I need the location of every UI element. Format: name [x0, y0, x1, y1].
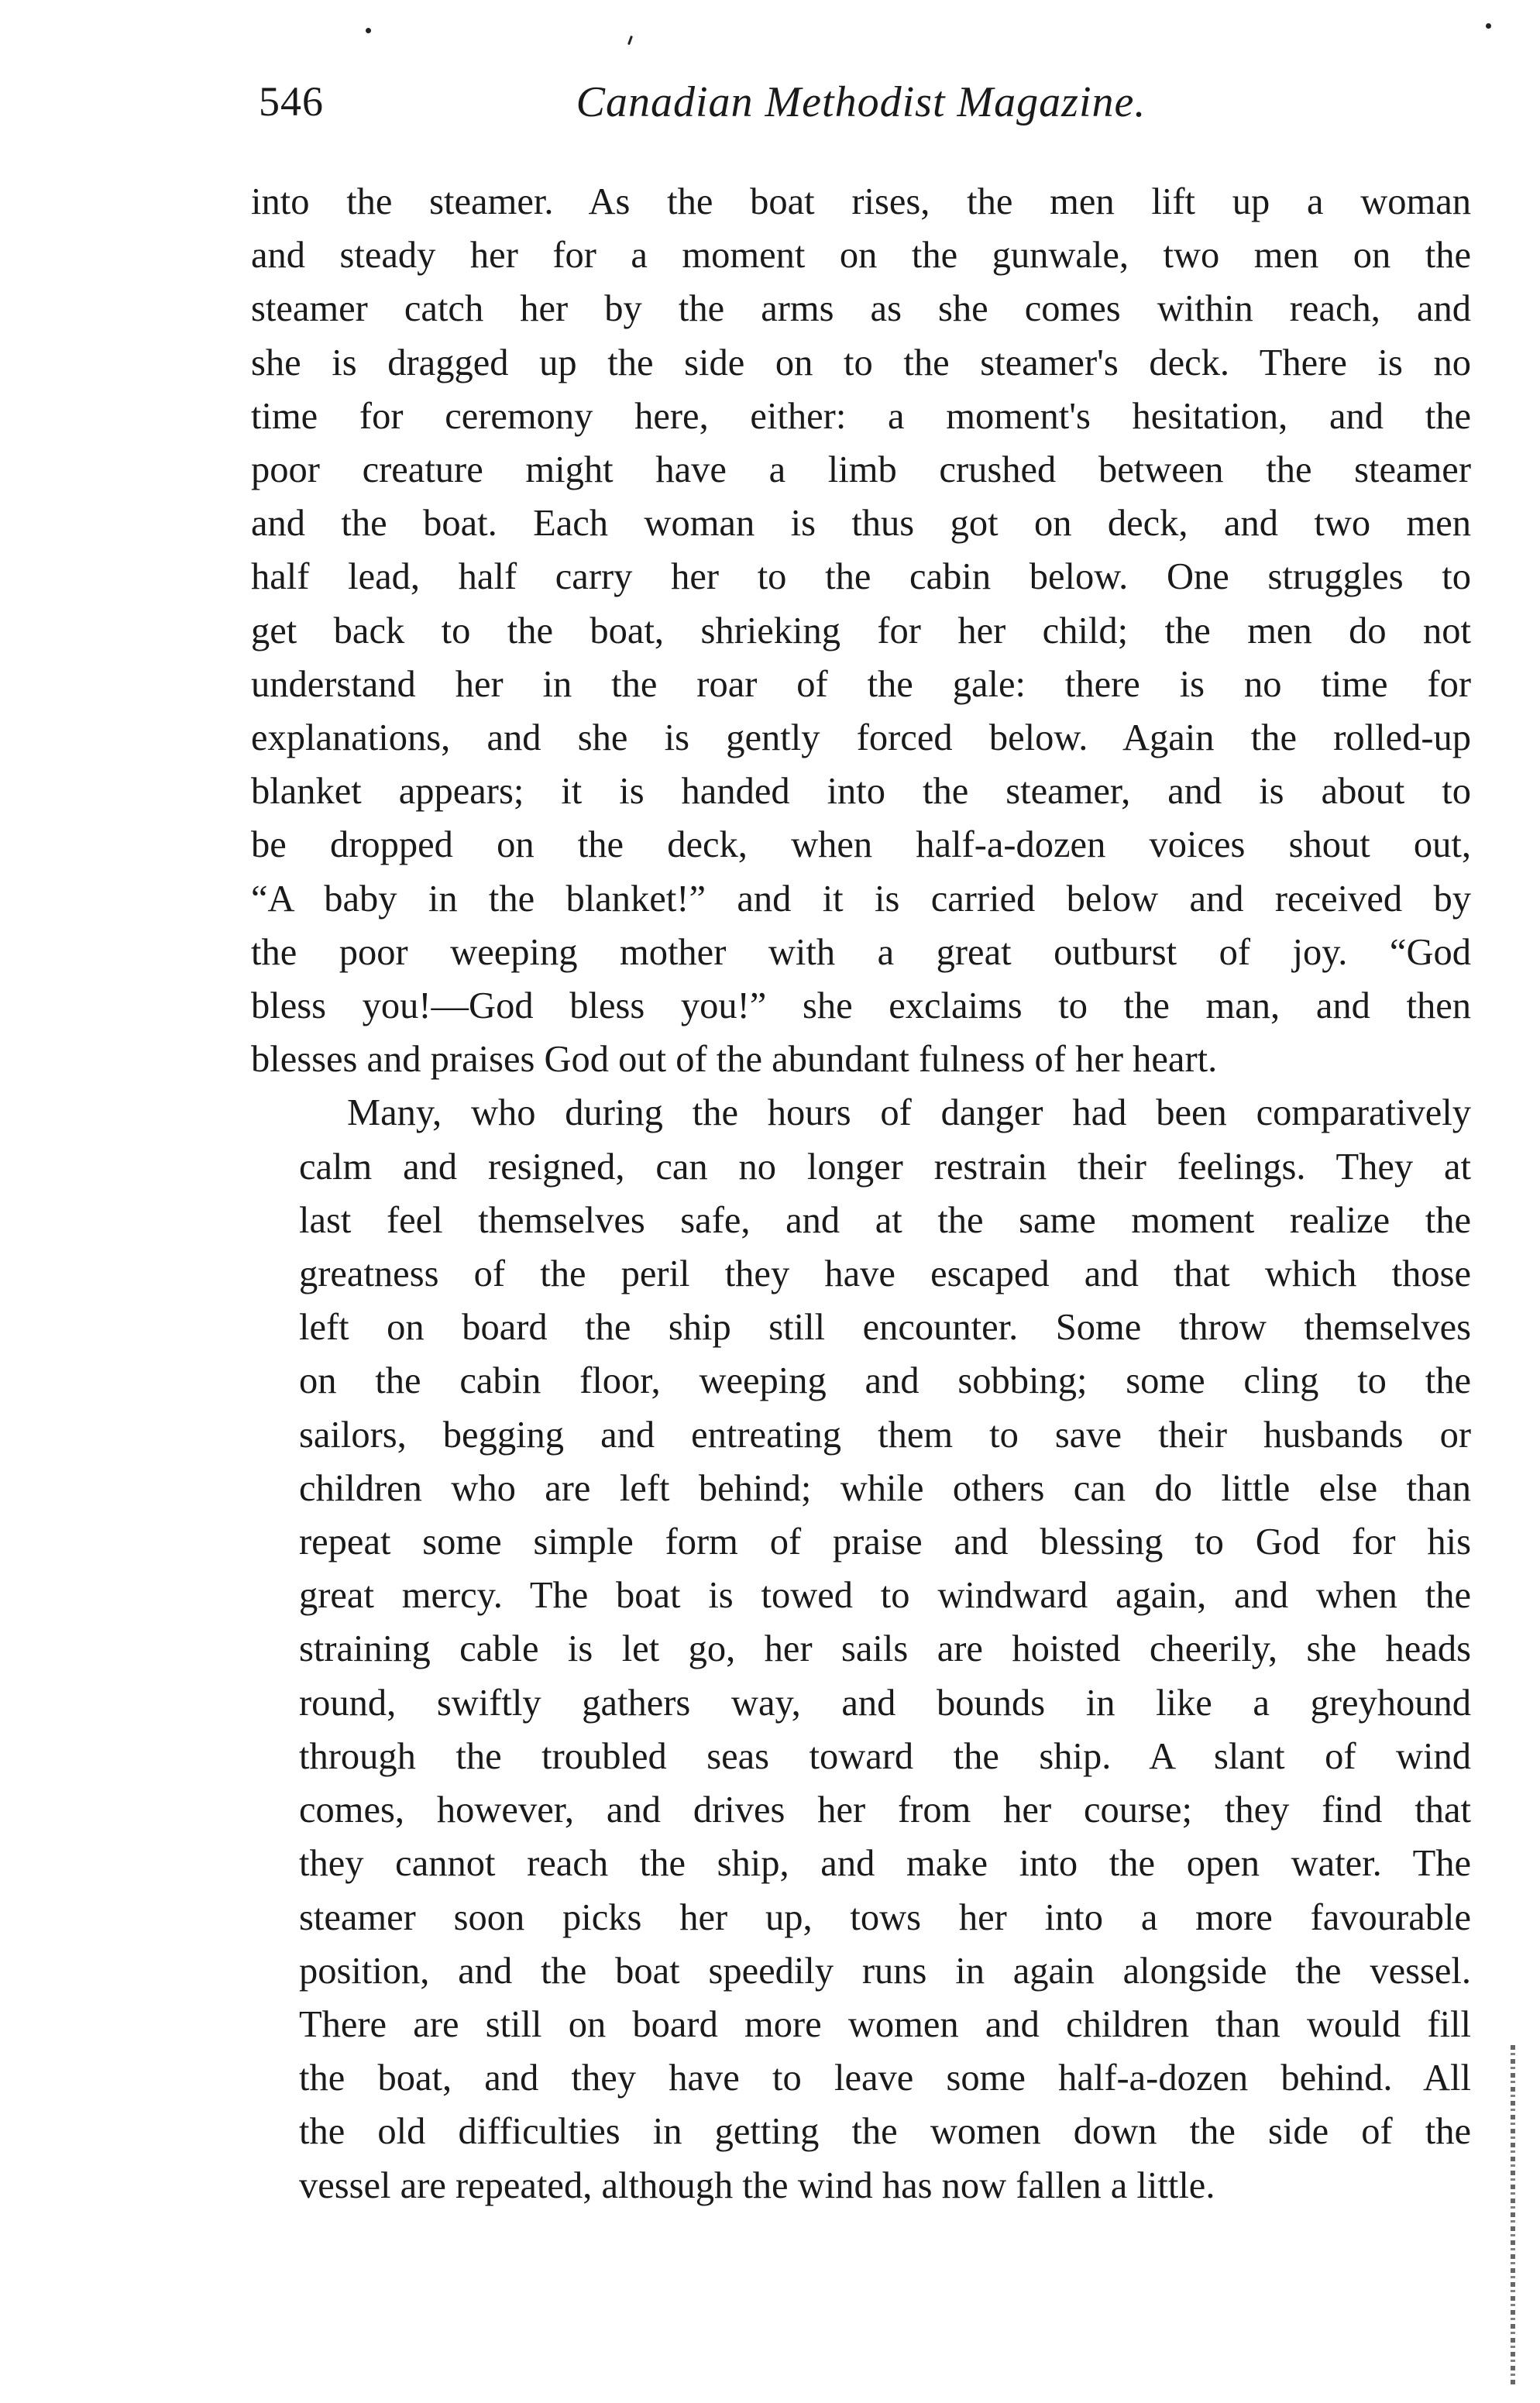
text-line: position, and the boat speedily runs in again alongside the vessel.	[299, 1950, 1471, 1992]
text-line: vessel are repeated, although the wind has now fallen a little.	[299, 2164, 1215, 2206]
text-line: blesses and praises God out of the abundant fulness of her heart.	[251, 1039, 1218, 1081]
text-line: children who are left behind; while others can do little else than	[299, 1467, 1471, 1509]
text-line: sailors, begging and entreating them to save their husbands or	[299, 1414, 1471, 1456]
text-line: get back to the boat, shrieking for her child; the men do not	[251, 610, 1471, 651]
text-line: and the boat. Each woman is thus got on deck, and two men	[251, 503, 1471, 545]
ink-speck	[1486, 23, 1491, 29]
text-line: round, swiftly gathers way, and bounds in like a greyhound	[299, 1682, 1471, 1724]
text-line: blanket appears; it is handed into the steamer, and is about to	[251, 771, 1471, 813]
text-line: bless you!—God bless you!” she exclaims to the man, and then	[251, 985, 1471, 1027]
running-title: Canadian Methodist Magazine.	[576, 78, 1146, 126]
text-line: straining cable is let go, her sails are hoisted cheerily, she heads	[299, 1628, 1471, 1670]
text-line: calm and resigned, can no longer restrain their feelings. They at	[299, 1146, 1471, 1188]
ink-speck	[366, 28, 371, 33]
text-line: be dropped on the deck, when half-a-dozen voices shout out,	[251, 824, 1471, 866]
text-line: she is dragged up the side on to the steamer's deck. There is no	[251, 342, 1471, 383]
text-line: There are still on board more women and children than would fill	[299, 2003, 1471, 2045]
text-line: poor creature might have a limb crushed between the steamer	[251, 449, 1471, 491]
text-line: they cannot reach the ship, and make into the open water. The	[299, 1843, 1471, 1885]
text-line: half lead, half carry her to the cabin below. One struggles to	[251, 556, 1471, 598]
text-line: time for ceremony here, either: a moment's hesitation, and the	[251, 395, 1471, 437]
paragraph	[251, 1086, 1471, 2212]
ink-speck	[627, 36, 633, 45]
page-header	[251, 77, 1471, 139]
text-line: comes, however, and drives her from her course; they find that	[299, 1789, 1471, 1831]
text-line: steamer soon picks her up, tows her into a more favourable	[299, 1896, 1471, 1938]
text-line: repeat some simple form of praise and blessing to God for his	[299, 1521, 1471, 1563]
page-number: 546	[259, 78, 324, 125]
text-line: understand her in the roar of the gale: there is no time for	[251, 663, 1471, 705]
page-edge-scan-artifact	[1511, 2045, 1515, 2386]
text-line: great mercy. The boat is towed to windward again, and when the	[299, 1575, 1471, 1617]
text-line: into the steamer. As the boat rises, the men lift up a woman	[251, 181, 1471, 222]
text-line: left on board the ship still encounter. Some throw themselves	[299, 1307, 1471, 1349]
text-line: Many, who during the hours of danger had been comparatively	[347, 1092, 1471, 1134]
text-line: steamer catch her by the arms as she comes within reach, and	[251, 288, 1471, 330]
text-line: the old difficulties in getting the women down the side of the	[299, 2111, 1471, 2153]
text-line: explanations, and she is gently forced below. Again the rolled-up	[251, 717, 1471, 759]
text-line: last feel themselves safe, and at the same moment realize the	[299, 1199, 1471, 1241]
text-line: the poor weeping mother with a great outburst of joy. “God	[251, 931, 1471, 973]
text-line: the boat, and they have to leave some half-a-dozen behind. All	[299, 2058, 1471, 2099]
text-line: “A baby in the blanket!” and it is carried below and received by	[251, 878, 1471, 920]
text-line: through the troubled seas toward the ship. A slant of wind	[299, 1735, 1471, 1777]
article-body	[251, 175, 1471, 2212]
text-line: greatness of the peril they have escaped and that which those	[299, 1253, 1471, 1295]
paragraph	[251, 175, 1471, 1086]
text-line: and steady her for a moment on the gunwale, two men on the	[251, 235, 1471, 277]
text-line: on the cabin floor, weeping and sobbing; some cling to the	[299, 1360, 1471, 1402]
